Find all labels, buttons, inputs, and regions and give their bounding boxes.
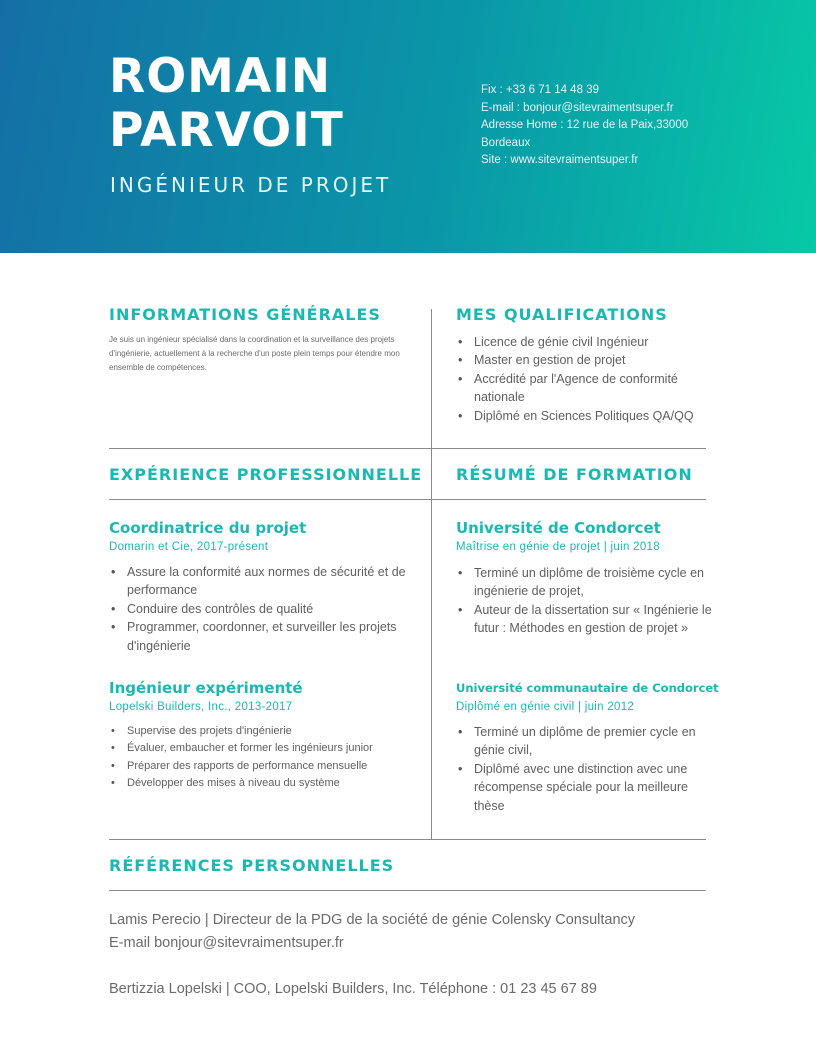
section-divider: [109, 448, 706, 449]
section-divider: [109, 499, 706, 500]
header-banner: [0, 0, 816, 253]
job-duty-item: • Préparer des rapports de performance mensuelle: [109, 758, 419, 775]
general-info-title: INFORMATIONS GÉNÉRALES: [109, 305, 381, 324]
job-duty-item: • Développer des mises à niveau du système: [109, 775, 419, 792]
job-duties-list: [109, 723, 419, 793]
job-duty-item: • Évaluer, embaucher et former les ingénieurs junior: [109, 740, 419, 757]
job-title: Coordinatrice du projet: [109, 519, 307, 537]
school-degree: Maîtrise en génie de projet | juin 2018: [456, 541, 660, 553]
school-degree: Diplômé en génie civil | juin 2012: [456, 701, 635, 713]
section-divider: [109, 890, 706, 891]
job-company: Lopelski Builders, Inc., 2013-2017: [109, 701, 293, 713]
job-title: Ingénieur expérimenté: [109, 679, 303, 697]
last-name: PARVOIT: [109, 103, 344, 158]
references-title: RÉFÉRENCES PERSONNELLES: [109, 856, 395, 875]
school-detail-item: • Diplômé avec une distinction avec une récompense spéciale pour la meilleure thèse: [456, 760, 714, 815]
reference-1-email: E-mail bonjour@sitevraimentsuper.fr: [109, 935, 344, 951]
contact-address-line2: Bordeaux: [481, 136, 531, 149]
job-duties-list: [109, 563, 414, 655]
qualification-item: • Master en gestion de projet: [456, 351, 716, 369]
contact-phone: Fix : +33 6 71 14 48 39: [481, 84, 599, 96]
section-divider: [109, 839, 706, 840]
school-detail-item: • Auteur de la dissertation sur « Ingénierie le futur : Méthodes en gestion de projet »: [456, 601, 714, 638]
job-duty-item: • Conduire des contrôles de qualité: [109, 600, 414, 618]
experience-title: EXPÉRIENCE PROFESSIONNELLE: [109, 465, 423, 484]
first-name: ROMAIN: [109, 49, 332, 104]
contact-email: E-mail : bonjour@sitevraimentsuper.fr: [481, 101, 674, 114]
job-role: INGÉNIEUR DE PROJET: [110, 173, 392, 197]
qualification-item: • Licence de génie civil Ingénieur: [456, 333, 716, 351]
column-divider: [431, 309, 432, 839]
full-name: [109, 50, 344, 158]
school-details-list: [456, 564, 714, 638]
job-duty-item: • Supervise des projets d'ingénierie: [109, 723, 419, 740]
qualifications-title: MES QUALIFICATIONS: [456, 305, 668, 324]
general-info-text: Je suis un ingénieur spécialisé dans la coordination et la surveillance des projets d'ingénierie, actuellement à la recherche d'un poste plein temps pour étendre mon ensemble de compétences.: [109, 335, 400, 372]
school-name: Université communautaire de Condorcet: [456, 681, 719, 695]
reference-1-name: Lamis Perecio | Directeur de la PDG de la société de génie Colensky Consultancy: [109, 912, 636, 928]
contact-site: Site : www.sitevraimentsuper.fr: [481, 154, 639, 166]
reference-2: Bertizzia Lopelski | COO, Lopelski Builders, Inc. Téléphone : 01 23 45 67 89: [109, 981, 597, 997]
job-company: Domarin et Cie, 2017-présent: [109, 541, 269, 553]
education-title: RÉSUMÉ DE FORMATION: [456, 465, 693, 484]
contact-block: [481, 82, 781, 170]
school-detail-item: • Terminé un diplôme de premier cycle en génie civil,: [456, 723, 714, 760]
job-duty-item: • Programmer, coordonner, et surveiller les projets d'ingénierie: [109, 618, 414, 655]
school-details-list: [456, 723, 714, 815]
qualifications-list: [456, 333, 716, 425]
qualification-item: • Accrédité par l'Agence de conformité nationale: [456, 370, 716, 407]
contact-address-line1: Adresse Home : 12 rue de la Paix,33000: [481, 119, 689, 131]
job-duty-item: • Assure la conformité aux normes de sécurité et de performance: [109, 563, 414, 600]
school-name: Université de Condorcet: [456, 519, 661, 537]
school-detail-item: • Terminé un diplôme de troisième cycle en ingénierie de projet,: [456, 564, 714, 601]
qualification-item: • Diplômé en Sciences Politiques QA/QQ: [456, 407, 716, 425]
